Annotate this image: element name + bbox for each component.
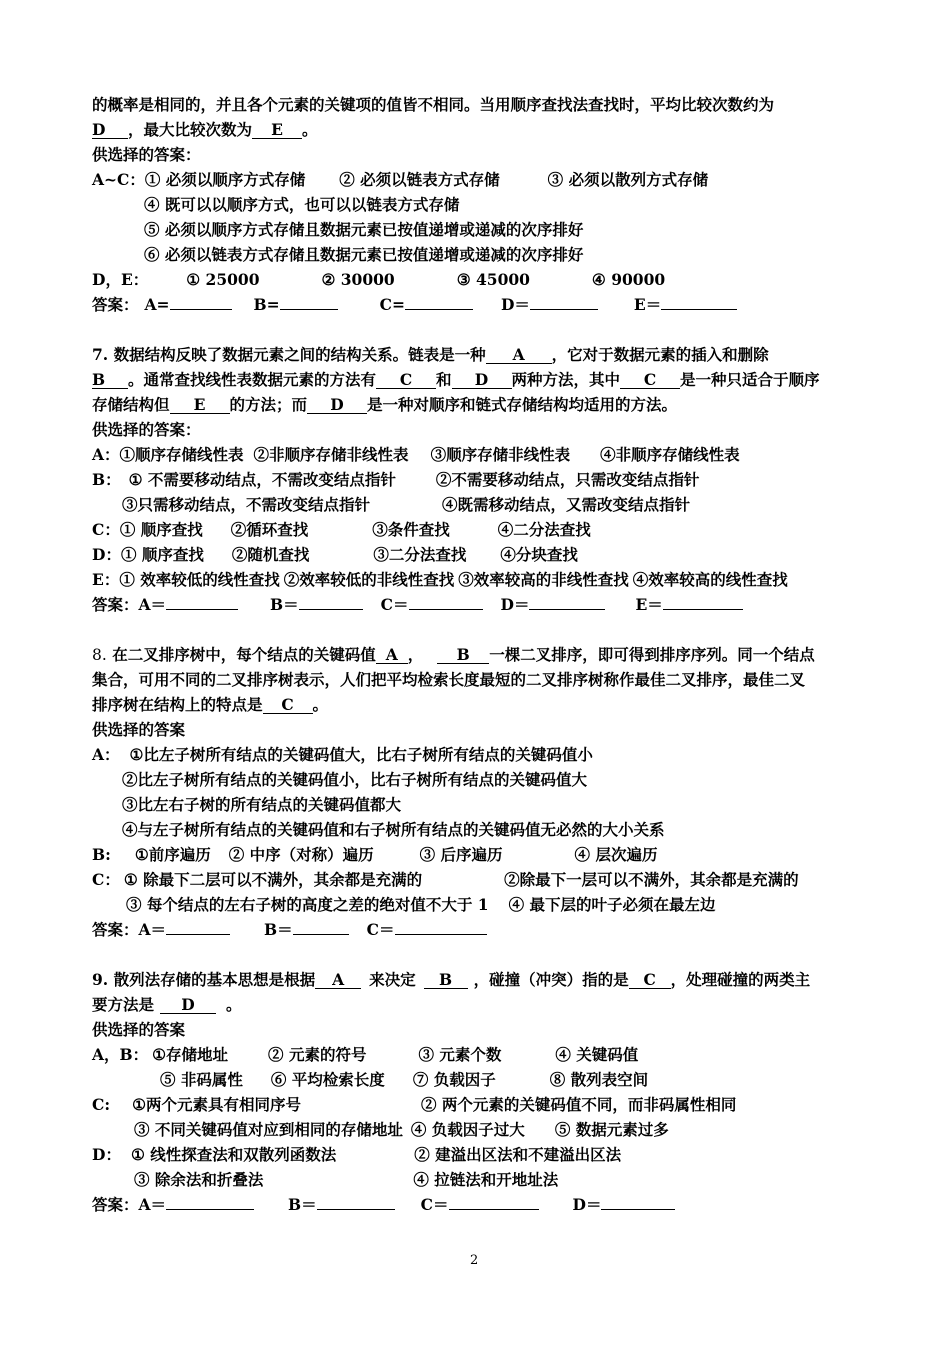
answer-blank: C [263,697,313,714]
q7-choices-b: B： ① 不需要移动结点，不需改变结点指针 ②不需要移动结点，只需改变结点指针 [92,470,700,489]
q7-line-1: 7. 数据结构反映了数据元素之间的结构关系。链表是一种 A ，它对于数据元素的插入和删除 [92,345,769,364]
q8-answer-line: 答案：A＝ B＝ C＝ [92,920,487,940]
q8-choice-a4: ④与左子树所有结点的关键码值和右子树所有结点的关键码值无必然的大小关系 [122,820,665,839]
q7-line-2: B 。通常查找线性表数据元素的方法有 C 和 D 两种方法，其中 C 是一种只适合于顺序 [92,370,820,389]
answer-blank: B [424,972,468,989]
blank-d[interactable] [601,1195,675,1210]
q6-choices-de: D，E： ① 25000 ② 30000 ③ 45000 ④ 90000 [92,270,666,289]
q8-choice-a2: ②比左子树所有结点的关键码值小，比右子树所有结点的关键码值大 [122,770,588,789]
choices-heading: 供选择的答案： [92,420,201,439]
answer-blank: E [170,397,230,414]
q7-choices-c: C：① 顺序查找 ②循环查找 ③条件查找 ④二分法查找 [92,520,591,539]
q8-choice-a3: ③比左右子树的所有结点的关键码值都大 [122,795,402,814]
blank-c[interactable] [409,595,483,610]
blank-e[interactable] [661,295,737,310]
answer-blank: D [92,122,128,139]
answer-blank: B [92,372,128,389]
q6-choice-5: ⑤ 必须以顺序方式存储且数据元素已按值递增或递减的次序排好 [144,220,584,239]
page-number: 2 [470,1253,479,1268]
answer-blank: D [307,397,367,414]
q9-choices-ab-2: ⑤ 非码属性 ⑥ 平均检索长度 ⑦ 负载因子 ⑧ 散列表空间 [160,1070,649,1089]
q7-line-3: 存储结构但 E 的方法；而 D 是一种对顺序和链式存储结构均适用的方法。 [92,395,678,414]
blank-c[interactable] [405,295,473,310]
q9-choices-d-2: ③ 除余法和折叠法 ④ 拉链法和开地址法 [134,1170,559,1189]
answer-blank: C [620,372,680,389]
blank-d[interactable] [530,295,598,310]
blank-c[interactable] [449,1195,539,1210]
q9-line-1: 9. 散列法存储的基本思想是根据 A 来决定 B ，碰撞（冲突）指的是 C ，处理碰撞的两类主 [92,970,811,989]
blank-a[interactable] [166,1195,254,1210]
q8-line-3: 排序树在结构上的特点是 C 。 [92,695,329,714]
blank-b[interactable] [280,295,338,310]
answer-blank: E [252,122,302,139]
q9-line-2: 要方法是 D 。 [92,995,242,1014]
answer-blank: C [376,372,436,389]
q7-answer-line: 答案：A＝ B＝ C＝ D＝ E＝ [92,595,743,615]
choices-heading: 供选择的答案： [92,145,201,164]
answer-blank: D [452,372,512,389]
q9-choices-d: D： ① 线性探查法和双散列函数法 ② 建溢出区法和不建溢出区法 [92,1145,622,1164]
q9-choices-c: C: ①两个元素具有相同序号 ② 两个元素的关键码值不同，而非码属性相同 [92,1095,737,1114]
answer-blank: C [629,972,671,989]
answer-blank: A [315,972,361,989]
q7-choices-e: E：① 效率较低的线性查找 ②效率较低的非线性查找 ③效率较高的非线性查找 ④效率较高的线性查找 [92,570,788,589]
q8-line-1: 8. 在二叉排序树中，每个结点的关键码值 A ， B 一棵二叉排序，即可得到排序序列。同一个结点 [92,645,815,664]
blank-c[interactable] [395,920,487,935]
q9-answer-line: 答案：A＝ B＝ C＝ D＝ [92,1195,675,1215]
q6-choices-ac: A~C：① 必须以顺序方式存储 ② 必须以链表方式存储 ③ 必须以散列方式存储 [92,170,709,189]
q7-choices-d: D：① 顺序查找 ②随机查找 ③二分法查找 ④分块查找 [92,545,578,564]
q6-choice-6: ⑥ 必须以链表方式存储且数据元素已按值递增或递减的次序排好 [144,245,584,264]
blank-d[interactable] [529,595,605,610]
answer-blank: B [437,647,489,664]
q6-line-2: D ，最大比较次数为 E 。 [92,120,318,139]
answer-blank: A [486,347,552,364]
blank-a[interactable] [166,920,230,935]
choices-heading: 供选择的答案 [92,1020,186,1039]
q8-choices-b: B: ①前序遍历 ② 中序（对称）遍历 ③ 后序遍历 ④ 层次遍历 [92,845,658,864]
q8-choices-c: C： ① 除最下二层可以不满外，其余都是充满的 ②除最下一层可以不满外，其余都是充满的 [92,870,799,889]
blank-b[interactable] [317,1195,395,1210]
q8-line-2: 集合，可用不同的二叉排序树表示，人们把平均检索长度最短的二叉排序树称作最佳二叉排序，最佳二叉 [92,670,806,689]
answer-blank: A [376,647,408,664]
q7-choices-b-2: ③只需移动结点，不需改变结点指针 ④既需移动结点，又需改变结点指针 [122,495,691,514]
q6-answer-line: 答案： A= B= C= D＝ E＝ [92,295,737,315]
q6-choice-4: ④ 既可以以顺序方式，也可以以链表方式存储 [144,195,460,214]
blank-a[interactable] [170,295,232,310]
choices-heading: 供选择的答案 [92,720,186,739]
q9-choices-ab: A，B： ①存储地址 ② 元素的符号 ③ 元素个数 ④ 关键码值 [92,1045,639,1064]
q7-choices-a: A：①顺序存储线性表 ②非顺序存储非线性表 ③顺序存储非线性表 ④非顺序存储线性表 [92,445,740,464]
q8-choices-c-2: ③ 每个结点的左右子树的高度之差的绝对值不大于 1 ④ 最下层的叶子必须在最左边 [126,895,716,914]
blank-a[interactable] [166,595,238,610]
q8-choices-a: A： ①比左子树所有结点的关键码值大，比右子树所有结点的关键码值小 [92,745,593,764]
blank-e[interactable] [663,595,743,610]
q6-line-1: 的概率是相同的，并且各个元素的关键项的值皆不相同。当用顺序查找法查找时，平均比较次数约为 [92,95,775,114]
q9-choices-c-2: ③ 不同关键码值对应到相同的存储地址 ④ 负载因子过大 ⑤ 数据元素过多 [134,1120,669,1139]
blank-b[interactable] [293,920,349,935]
blank-b[interactable] [299,595,363,610]
answer-blank: D [160,997,216,1014]
